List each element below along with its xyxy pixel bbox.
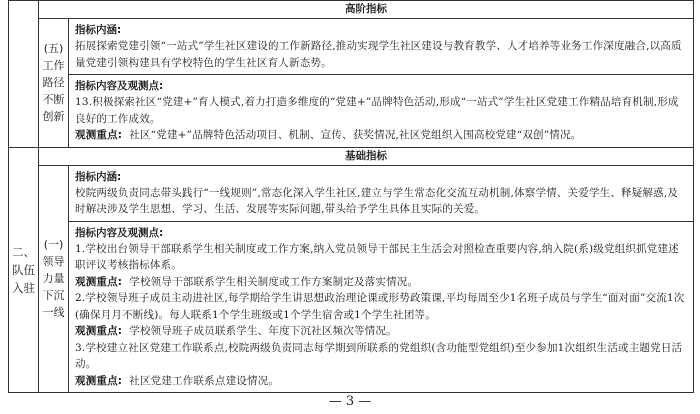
focus-text: 社区“党建+”品牌特色活动项目、机制、宣传、获奖情况,社区党组织入围高校党建“双创”情况。 bbox=[129, 129, 582, 141]
focus-label: 观测重点: bbox=[75, 325, 123, 337]
focus-label: 观测重点: bbox=[75, 129, 123, 141]
obs-block-top bbox=[69, 75, 693, 147]
obs-label: 指标内容及观测点: bbox=[75, 80, 164, 92]
obs-item-1: 1.学校出台领导干部联系学生相关制度或工作方案,纳入党员领导干部民主生活会对照检查重要内容,纳入院(系)级党组织抓党建述职评议考核指标体系。 bbox=[75, 242, 679, 271]
focus-text: 社区党建工作联系点建设情况。 bbox=[129, 374, 280, 387]
content-cell-bottom bbox=[69, 165, 694, 393]
dimension-cell-top bbox=[9, 1, 39, 148]
indicator-table bbox=[8, 0, 694, 393]
page-number: — 3 — bbox=[328, 394, 372, 409]
content-text: 校院两级负责同志带头践行“一线规则”,常态化深入学生社区,建立与学生常态化交流互动机制,体察学情、关爱学生、释疑解惑,及时解决涉及学生思想、学习、生活、发展等实际问题,带头给予学生具体且实际的关爱。 bbox=[75, 186, 679, 215]
focus-text: 学校领导干部联系学生相关制度或工作方案制定及落实情况。 bbox=[129, 275, 419, 288]
obs-block-bottom bbox=[69, 222, 693, 393]
content-text: 拓展探索党建引领“一站式”学生社区建设的工作新路径,推动实现学生社区建设与教育教学、人才培养等业务工作深度融合,以高质量党建引领构建具有学校特色的学生社区育人新态势。 bbox=[75, 40, 682, 69]
content-block-bottom bbox=[69, 166, 693, 222]
obs-item-2: 2.学校领导班子成员主动进社区,每学期给学生讲思想政治理论课或形势政策课,平均每周至少1名班子成员与学生“面对面”交流1次(确保月月不断线)。每人联系1个学生班级或1个学生宿舍或1个学生社团等。 bbox=[75, 292, 685, 321]
focus-row-2 bbox=[75, 323, 687, 340]
obs-label: 指标内容及观测点: bbox=[75, 226, 164, 239]
section-header-advanced: 高阶指标 bbox=[39, 1, 694, 19]
indicator-table-wrapper bbox=[8, 0, 694, 393]
content-label: 指标内涵: bbox=[75, 170, 122, 183]
category-label-top: (五) 工作 路径 不断 创新 bbox=[42, 42, 65, 124]
focus-label: 观测重点: bbox=[75, 275, 123, 288]
focus-row-3 bbox=[75, 373, 687, 390]
content-cell-top bbox=[69, 19, 694, 148]
focus-row bbox=[75, 127, 687, 144]
category-label-bottom: (一) 领导 力量 下沉 一线 bbox=[42, 238, 65, 320]
obs-item-3: 3.学校建立社区党建工作联系点,校院两级负责同志每学期到所联系的党组织(含功能型党组织)至少参加1次组织生活或主题党日活动。 bbox=[75, 341, 683, 370]
category-cell-top bbox=[39, 19, 69, 148]
dimension-label: 二、 队伍 入驻 bbox=[12, 244, 35, 295]
section-header-basic: 基础指标 bbox=[39, 147, 694, 165]
category-cell-bottom bbox=[39, 165, 69, 393]
dimension-cell-bottom bbox=[9, 147, 39, 393]
obs-text: 13.积极探索社区“党建+”育人模式,着力打造多维度的“党建+”品牌特色活动,形成“一站式”学生社区党建工作精品培育机制,形成良好的工作成效。 bbox=[75, 96, 679, 125]
focus-text: 学校领导班子成员联系学生、年度下沉社区频次等情况。 bbox=[129, 325, 397, 337]
content-block-top bbox=[69, 19, 693, 75]
focus-row-1 bbox=[75, 274, 687, 291]
content-label: 指标内涵: bbox=[75, 24, 122, 36]
focus-label: 观测重点: bbox=[75, 374, 123, 387]
